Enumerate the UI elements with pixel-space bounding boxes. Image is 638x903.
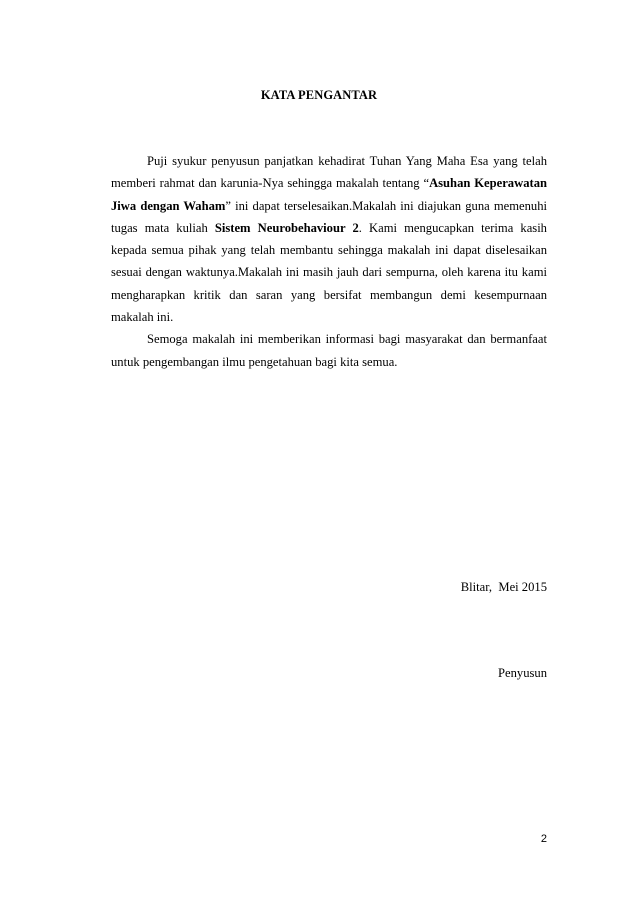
body-text <box>111 150 547 373</box>
paragraph-text: . Kami mengucapkan terima kasih kepada semua pihak yang telah membantu sehingga makalah ini dapat diselesaikan sesuai dengan waktunya.Makalah ini masih jauh dari sempurna, oleh karena itu kami mengharapkan kritik dan saran yang bersifat membangun demi kesempurnaan makalah ini. <box>111 220 547 325</box>
page-title: KATA PENGANTAR <box>260 88 378 102</box>
page-number: 2 <box>540 833 547 845</box>
course-name: Sistem Neurobehaviour 2 <box>214 220 359 235</box>
paragraph-text: ” ini dapat terselesaikan.Makalah ini diajukan guna memenuhi tugas mata kuliah <box>111 198 547 235</box>
paragraph-text: Puji syukur penyusun panjatkan kehadirat Tuhan Yang Maha Esa yang telah memberi rahmat dan karunia-Nya sehingga makalah tentang “ <box>111 154 547 191</box>
paragraph-acknowledgement <box>111 150 547 328</box>
place-date: Blitar, Mei 2015 <box>460 580 547 594</box>
paragraph-hope: Semoga makalah ini memberikan informasi bagi masyarakat dan bermanfaat untuk pengembangan ilmu pengetahuan bagi kita semua. <box>111 332 547 369</box>
signer: Penyusun <box>498 666 547 680</box>
paper-topic: Asuhan Keperawatan Jiwa dengan Waham <box>111 176 547 213</box>
